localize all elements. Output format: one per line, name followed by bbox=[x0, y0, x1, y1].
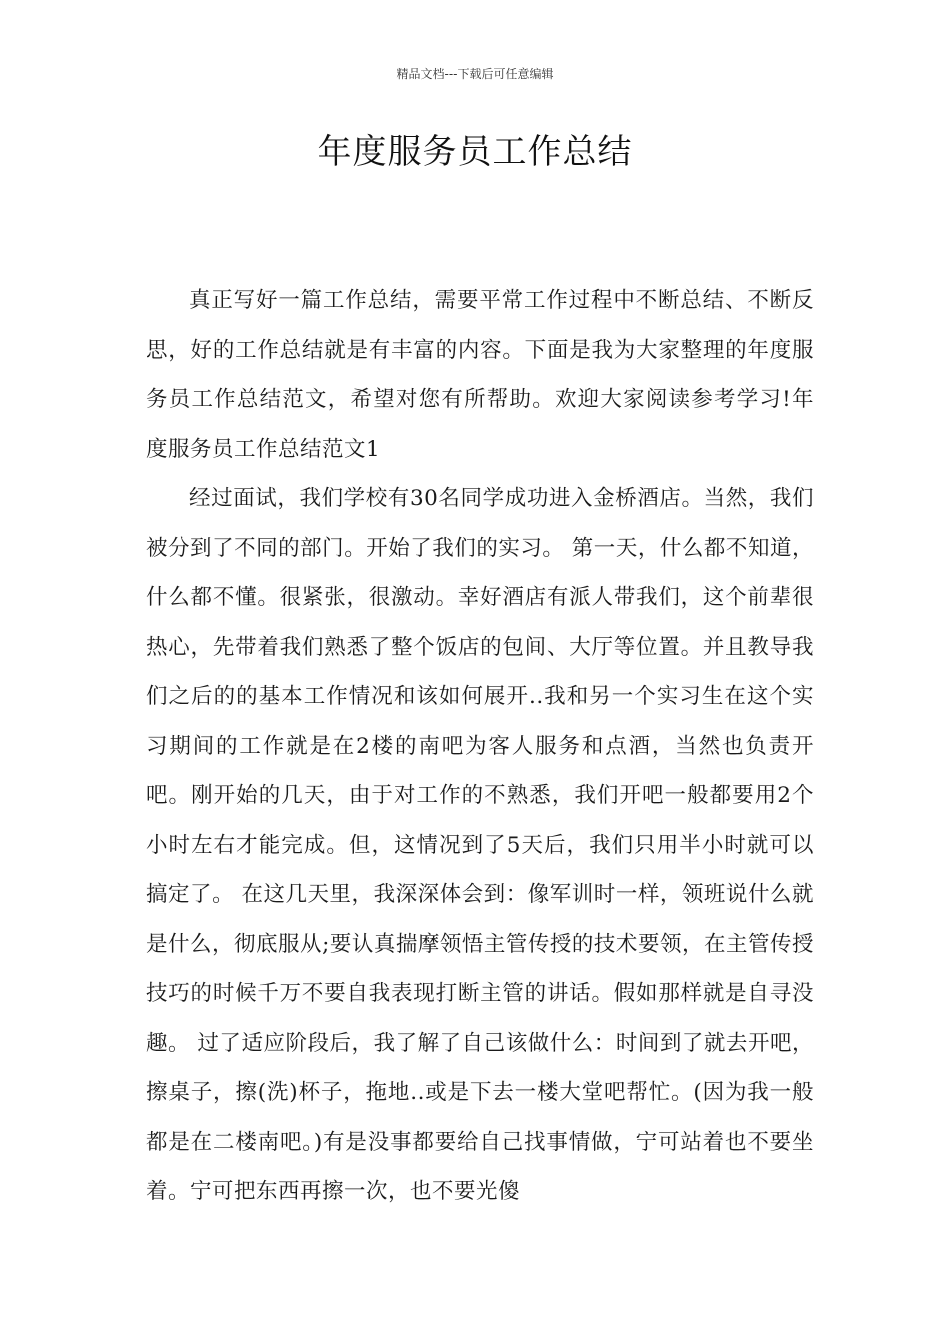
header-note: 精品文档---下载后可任意编辑 bbox=[396, 67, 554, 81]
paragraph-2: 经过面试，我们学校有30名同学成功进入金桥酒店。当然，我们被分到了不同的部门。开始了我们的实习。 第一天，什么都不知道，什么都不懂。很紧张，很激动。幸好酒店有派人带我们，这个前辈很热心，先带着我们熟悉了整个饭店的包间、大厅等位置。并且教导我们之后的的基本工作情况和该如何展开..我和另一个实习生在这个实习期间的工作就是在2楼的南吧为客人服务和点酒，当然也负责开吧。刚开始的几天，由于对工作的不熟悉，我们开吧一般都要用2个小时左右才能完成。但，这情况到了5天后，我们只用半小时就可以搞定了。 在这几天里，我深深体会到：像军训时一样，领班说什么就是什么，彻底服从;要认真揣摩领悟主管传授的技术要领，在主管传授技巧的时候千万不要自我表现打断主管的讲话。假如那样就是自寻没趣。 过了适应阶段后，我了解了自己该做什么：时间到了就去开吧，擦桌子，擦(洗)杯子，拖地..或是下去一楼大堂吧帮忙。(因为我一般都是在二楼南吧。)有是没事都要给自己找事情做，宁可站着也不要坐着。宁可把东西再擦一次，也不要光傻 bbox=[146, 486, 814, 1204]
document-body bbox=[146, 276, 814, 1217]
page-title: 年度服务员工作总结 bbox=[317, 132, 633, 172]
paragraph-1: 真正写好一篇工作总结，需要平常工作过程中不断总结、不断反思，好的工作总结就是有丰富的内容。下面是我为大家整理的年度服务员工作总结范文，希望对您有所帮助。欢迎大家阅读参考学习!年度服务员工作总结范文1 bbox=[146, 288, 814, 462]
